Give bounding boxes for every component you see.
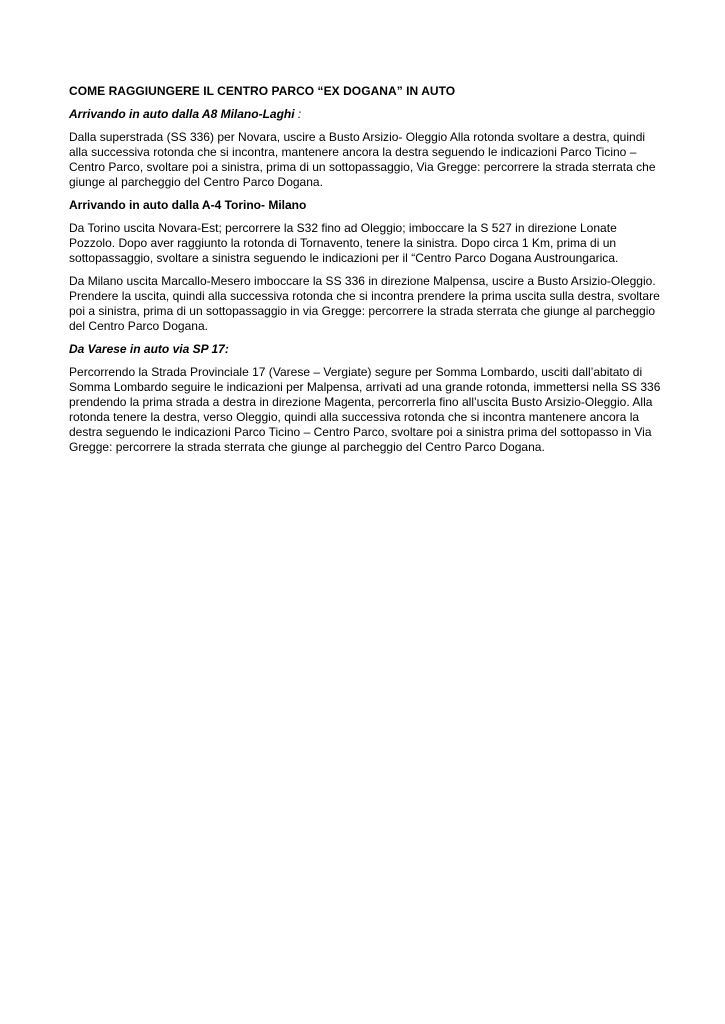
section-heading-a4: Arrivando in auto dalla A-4 Torino- Milano [69,198,307,212]
section-heading-a8-text: Arrivando in auto dalla A8 Milano-Laghi [69,107,295,121]
section-heading-a8 [69,107,661,122]
document-title: COME RAGGIUNGERE IL CENTRO PARCO “EX DOGANA” IN AUTO [69,84,456,98]
section-heading-a8-suffix: : [294,107,302,121]
document-page [69,84,661,463]
section-heading-varese: Da Varese in auto via SP 17: [69,342,229,356]
paragraph-a4-from-milano: Da Milano uscita Marcallo-Mesero imboccare la SS 336 in direzione Malpensa, uscire a Busto Arsizio-Oleggio. Prendere la uscita, quindi alla successiva rotonda che si incontra prendere la prima uscita sulla destra, svoltare poi a sinistra, prima di un sottopassaggio in via Gregge: percorrere la strada sterrata che giunge al parcheggio del Centro Parco Dogana. [69,274,660,333]
paragraph-a4-from-torino: Da Torino uscita Novara-Est; percorrere la S32 fino ad Oleggio; imboccare la S 527 in direzione Lonate Pozzolo. Dopo aver raggiunto la rotonda di Tornavento, tenere la sinistra. Dopo circa 1 Km, prima di un sottopassaggio, svoltare a sinistra seguendo le indicazioni per il “Centro Parco Dogana Austroungarica. [69,221,619,265]
paragraph-a8-directions: Dalla superstrada (SS 336) per Novara, uscire a Busto Arsizio- Oleggio Alla rotonda svoltare a destra, quindi alla successiva rotonda che si incontra, mantenere ancora la destra seguendo le indicazioni Parco Ticino – Centro Parco, svoltare poi a sinistra, prima di un sottopassaggio, Via Gregge: percorrere la strada sterrata che giunge al parcheggio del Centro Parco Dogana. [69,130,656,189]
paragraph-varese-directions: Percorrendo la Strada Provinciale 17 (Varese – Vergiate) segure per Somma Lombardo, usciti dall’abitato di Somma Lombardo seguire le indicazioni per Malpensa, arrivati ad una grande rotonda, immettersi nella SS 336 prendendo la prima strada a destra in direzione Magenta, percorrerla fino all’uscita Busto Arsizio-Oleggio. Alla rotonda tenere la destra, verso Oleggio, quindi alla successiva rotonda che si incontra mantenere ancora la destra seguendo le indicazioni Parco Ticino – Centro Parco, svoltare poi a sinistra prima del sottopasso in Via Gregge: percorrere la strada sterrata che giunge al parcheggio del Centro Parco Dogana. [69,365,661,454]
